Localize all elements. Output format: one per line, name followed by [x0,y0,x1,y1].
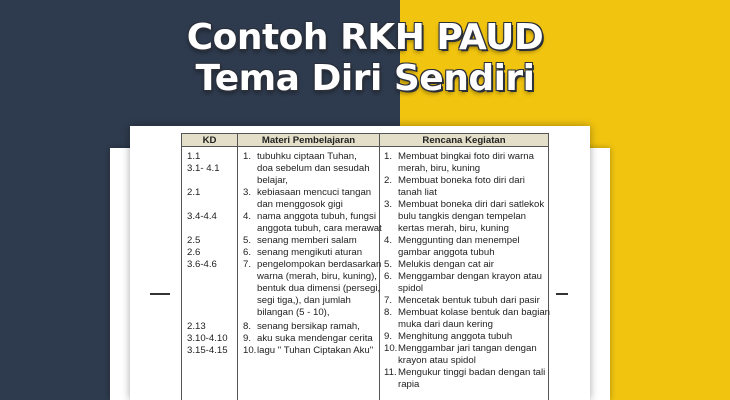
kegiatan-list-item [384,271,542,283]
materi-list-item [243,199,343,211]
kegiatan-list-item [384,151,534,163]
materi-list-item [243,235,357,247]
kegiatan-item-number: 11. [384,367,397,378]
materi-list-item [243,283,380,295]
materi-item-text: doa sebelum dan sesudah [257,163,370,174]
materi-item-number: 4. [243,211,252,222]
materi-item-text: pengelompokan berdasarkan [257,259,382,270]
kegiatan-item-number: 6. [384,271,393,282]
kegiatan-list-item [384,307,550,319]
kegiatan-item-number: 8. [384,307,393,318]
kd-cell: 3.1- 4.1 [187,163,220,174]
kegiatan-list-item [384,247,495,259]
left-dash-mark [150,293,170,295]
kd-cell: 3.10-4.10 [187,333,228,344]
kegiatan-item-text: Melukis dengan cat air [398,259,494,270]
title-line-2: Tema Diri Sendiri [195,58,535,99]
materi-list-item [243,211,376,223]
materi-list-item [243,295,351,307]
kegiatan-item-text: Menggambar dengan krayon atau [398,271,543,282]
kegiatan-item-text: kertas merah, biru, kuning [398,223,509,234]
materi-item-number: 6. [243,247,252,258]
kegiatan-item-text: tanah liat [398,187,437,198]
header-kd: KD [182,134,238,147]
kegiatan-list-item [384,379,419,391]
kegiatan-item-number: 1. [384,151,393,162]
materi-list-item [243,271,377,283]
kegiatan-list-item [384,283,423,295]
kegiatan-list-item [384,235,520,247]
kd-cell: 2.13 [187,321,206,332]
kegiatan-item-text: Membuat bingkai foto diri warna [398,151,534,162]
kegiatan-column [380,147,549,400]
materi-item-text: bilangan (5 - 10), [257,307,330,318]
kegiatan-item-text: spidol [398,283,424,294]
materi-item-text: senang bersikap ramah, [257,321,360,332]
kegiatan-item-text: merah, biru, kuning [398,163,481,174]
materi-item-number: 8. [243,321,252,332]
materi-item-text: lagu " Tuhan Ciptakan Aku" [257,345,374,356]
kd-cell: 2.1 [187,187,201,198]
materi-list-item [243,151,357,163]
kegiatan-item-text: gambar anggota tubuh [398,247,495,258]
rkh-table [181,133,549,400]
kegiatan-list-item [384,367,545,379]
kegiatan-item-text: Menggambar jari tangan dengan [398,343,537,354]
kegiatan-item-number: 5. [384,259,393,270]
kegiatan-item-text: krayon atau spidol [398,355,476,366]
materi-item-number: 9. [243,333,252,344]
kegiatan-list-item [384,259,494,271]
materi-item-text: bentuk dua dimensi (persegi, [257,283,381,294]
kegiatan-item-number: 2. [384,175,393,186]
kegiatan-list-item [384,319,493,331]
materi-list-item [243,247,362,259]
materi-item-number: 5. [243,235,252,246]
kegiatan-list-item [384,211,526,223]
kegiatan-item-text: bulu tangkis dengan tempelan [398,211,527,222]
kegiatan-item-text: Mengukur tinggi badan dengan tali [398,367,546,378]
materi-item-text: segi tiga,), dan jumlah [257,295,351,306]
kegiatan-list-item [384,175,525,187]
materi-list-item [243,321,360,333]
materi-item-text: kebiasaan mencuci tangan [257,187,372,198]
materi-item-text: aku suka mendengar cerita [257,333,373,344]
kegiatan-item-number: 4. [384,235,393,246]
kd-column [182,147,238,400]
title-line-1: Contoh RKH PAUD [186,17,544,58]
materi-item-text: dan menggosok gigi [257,199,343,210]
kegiatan-item-number: 9. [384,331,393,342]
header-kegiatan: Rencana Kegiatan [380,134,549,147]
kegiatan-list-item [384,223,509,235]
kegiatan-item-number: 7. [384,295,393,306]
kegiatan-list-item [384,187,437,199]
header-materi: Materi Pembelajaran [238,134,380,147]
kegiatan-list-item [384,199,544,211]
materi-item-number: 1. [243,151,252,162]
kegiatan-item-number: 10. [384,343,398,354]
kd-cell: 3.15-4.15 [187,345,228,356]
kd-cell: 2.5 [187,235,201,246]
materi-list-item [243,333,373,345]
kegiatan-item-text: Membuat boneka foto diri dari [398,175,525,186]
kegiatan-item-text: muka dari daun kering [398,319,493,330]
right-dash-mark [556,293,568,295]
materi-item-number: 10. [243,345,257,356]
kegiatan-item-text: Mencetak bentuk tubuh dari pasir [398,295,540,306]
kegiatan-list-item [384,163,480,175]
table-row [182,147,549,400]
kegiatan-item-number: 3. [384,199,393,210]
kegiatan-item-text: Membuat kolase bentuk dan bagian [398,307,551,318]
materi-list-item [243,345,373,357]
kd-cell: 3.6-4.6 [187,259,217,270]
kegiatan-list-item [384,295,540,307]
kegiatan-item-text: rapia [398,379,420,390]
kd-cell: 2.6 [187,247,201,258]
materi-column [238,147,380,400]
materi-list-item [243,163,370,175]
kd-cell: 1.1 [187,151,201,162]
materi-item-number: 3. [243,187,252,198]
materi-list-item [243,223,382,235]
materi-item-text: warna (merah, biru, kuning), [257,271,377,282]
materi-list-item [243,175,288,187]
materi-item-text: senang mengikuti aturan [257,247,363,258]
kegiatan-item-text: Menghitung anggota tubuh [398,331,513,342]
kegiatan-list-item [384,343,537,355]
kegiatan-list-item [384,331,512,343]
materi-item-text: anggota tubuh, cara merawat [257,223,382,234]
materi-item-text: nama anggota tubuh, fungsi [257,211,376,222]
materi-item-text: senang memberi salam [257,235,357,246]
materi-list-item [243,187,371,199]
materi-list-item [243,259,381,271]
kegiatan-item-text: Membuat boneka diri dari satlekok [398,199,545,210]
materi-item-text: tubuhku ciptaan Tuhan, [257,151,357,162]
kd-cell: 3.4-4.4 [187,211,217,222]
table-header-row [182,134,549,147]
materi-item-text: belajar, [257,175,288,186]
kegiatan-list-item [384,355,476,367]
materi-item-number: 7. [243,259,252,270]
kegiatan-item-text: Menggunting dan menempel [398,235,520,246]
materi-list-item [243,307,330,319]
